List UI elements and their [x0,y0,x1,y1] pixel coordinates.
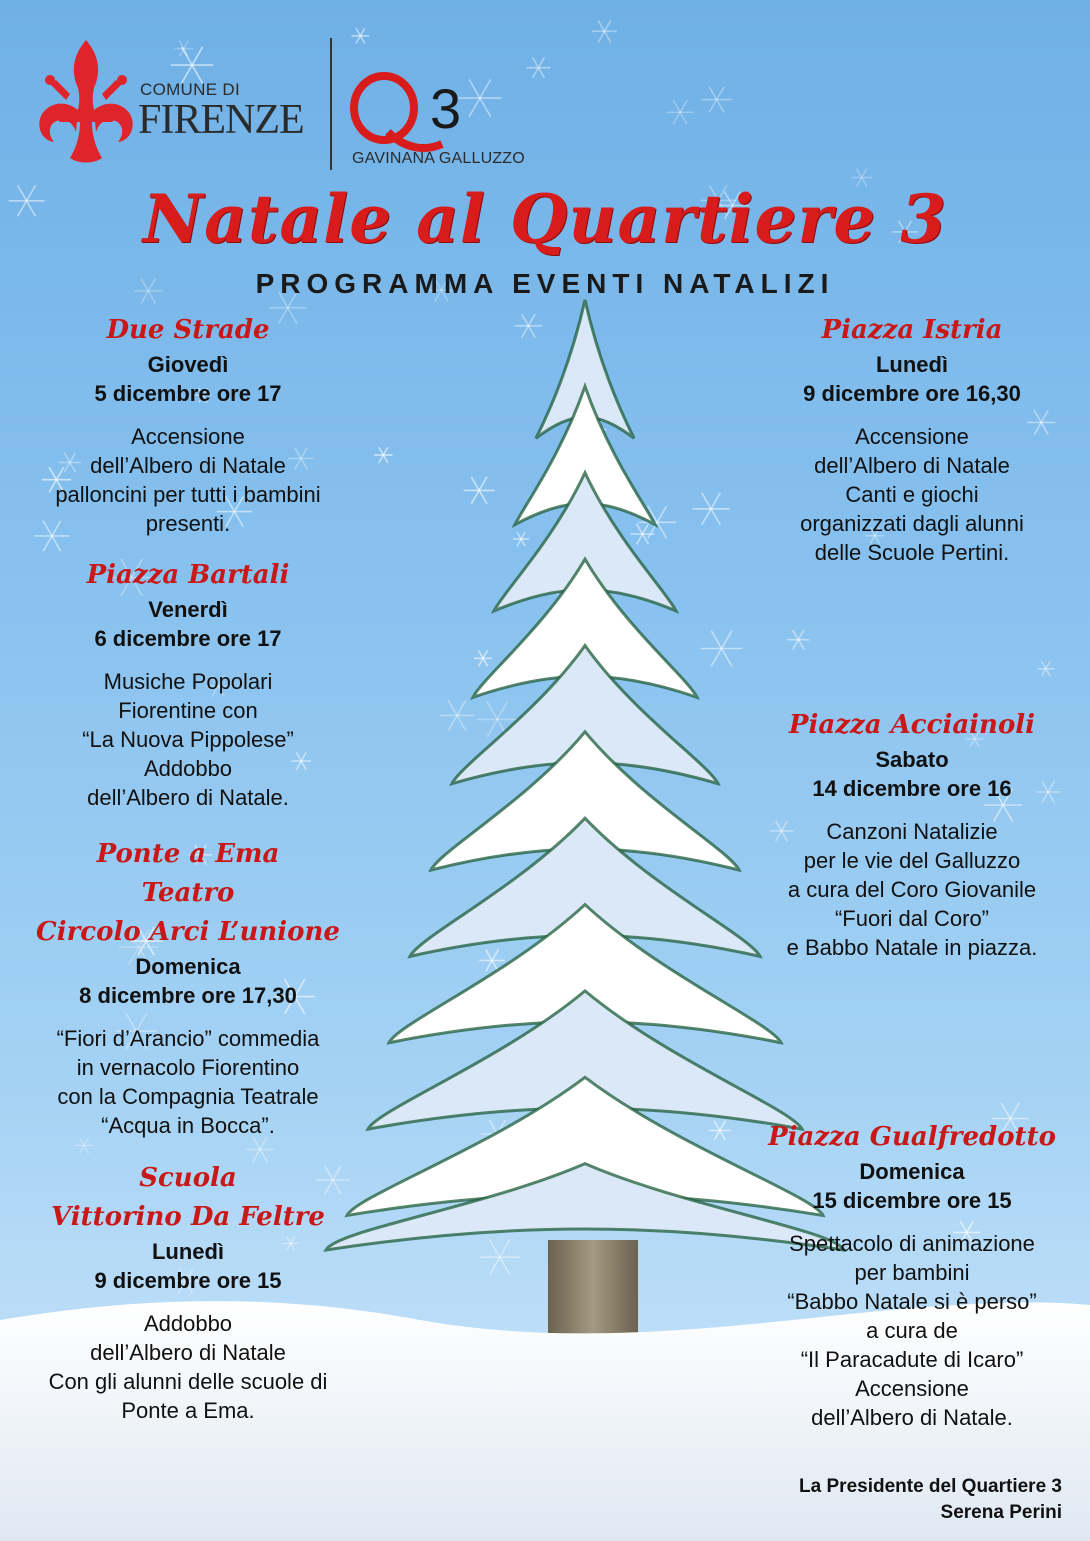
description-line: Fiorentine con [118,698,258,723]
description-line: Ponte a Ema. [121,1398,255,1423]
description-line: “Fuori dal Coro” [834,906,990,931]
event-date: 5 dicembre ore 17 [94,381,282,406]
description-line: Accensione [855,424,969,449]
description-line: Spettacolo di animazione [789,1231,1035,1256]
event-ponte-a-ema [18,835,358,1140]
description-line: “Babbo Natale si è perso” [787,1289,1037,1314]
event-date: 8 dicembre ore 17,30 [79,983,297,1008]
event-day: Lunedì [151,1239,225,1264]
event-day: Lunedì [875,352,949,377]
event-day: Venerdì [148,597,228,622]
description-line: Musiche Popolari [103,669,273,694]
event-piazza-gualfredotto [744,1118,1080,1432]
event-day: Domenica [859,1159,965,1184]
event-date: 14 dicembre ore 16 [812,776,1012,801]
snowflake-icon [701,631,742,667]
event-place: Teatro [141,878,235,908]
svg-text:3: 3 [430,77,462,140]
description-line: palloncini per tutti i bambini [55,482,321,507]
event-place: Circolo Arci L’unione [36,917,340,947]
snowflake-icon [374,447,392,463]
description-line: con la Compagnia Teatrale [57,1084,319,1109]
snowflake-icon [464,477,495,504]
event-piazza-acciainoli [752,706,1072,962]
event-date: 15 dicembre ore 15 [812,1188,1012,1213]
event-date: 9 dicembre ore 15 [94,1268,282,1293]
description-line: dell’Albero di Natale. [811,1405,1013,1430]
description-line: dell’Albero di Natale [90,453,286,478]
event-place: Piazza Bartali [86,560,290,590]
description-line: Addobbo [143,1311,233,1336]
event-description [752,422,1072,567]
description-line: Canzoni Natalizie [826,819,998,844]
fleur-de-lis-icon [36,40,136,168]
description-line: delle Scuole Pertini. [814,540,1010,565]
description-line: e Babbo Natale in piazza. [786,935,1038,960]
event-date: 9 dicembre ore 16,30 [803,381,1021,406]
event-place: Piazza Acciainoli [788,710,1036,740]
description-line: per bambini [854,1260,970,1285]
event-day: Sabato [875,747,949,772]
event-piazza-bartali [28,556,348,812]
q3-logo [344,60,484,160]
event-scuola-vittorino [18,1159,358,1425]
event-due-strade [28,311,348,538]
city-label: FIRENZE [138,97,304,143]
description-line: dell’Albero di Natale. [87,785,289,810]
snowflake-icon [709,1121,732,1141]
subtitle: PROGRAMMA EVENTI NATALIZI [255,268,835,299]
snowflake-icon [515,314,542,338]
event-description [28,422,348,538]
event-place: Due Strade [106,315,270,345]
description-line: Canti e giochi [845,482,979,507]
snowflake-icon [592,21,617,43]
signature-name: Serena Perini [940,1502,1062,1523]
description-line: dell’Albero di Natale [814,453,1010,478]
event-description [18,1024,358,1140]
event-date: 6 dicembre ore 17 [94,626,282,651]
snowflake-icon [440,700,475,730]
event-day: Domenica [135,954,241,979]
description-line: dell’Albero di Natale [90,1340,286,1365]
snowflake-icon [479,1240,520,1275]
event-place: Piazza Istria [821,315,1003,345]
snowflake-icon [513,532,529,546]
main-title: Natale al Quartiere 3 [142,180,948,258]
event-place: Scuola [139,1163,237,1193]
description-line: Accensione [855,1376,969,1401]
description-line: presenti. [145,511,231,536]
snowflake-icon [693,493,730,525]
event-piazza-istria [752,311,1072,567]
event-place: Vittorino Da Feltre [51,1202,325,1232]
district-label: GAVINANA GALLUZZO [352,150,525,167]
event-day: Giovedì [147,352,229,377]
description-line: Con gli alunni delle scuole di [48,1369,328,1394]
signature-block [799,1474,1062,1526]
snowflake-icon [474,650,492,666]
description-line: “La Nuova Pippolese” [82,727,294,752]
logo-divider [330,38,332,170]
description-line: per le vie del Galluzzo [803,848,1021,873]
event-place: Piazza Gualfredotto [768,1122,1056,1152]
description-line: “Acqua in Bocca”. [101,1113,275,1138]
snowflake-icon [787,630,810,649]
description-line: organizzati dagli alunni [800,511,1024,536]
description-line: in vernacolo Fiorentino [76,1055,300,1080]
description-line: Addobbo [143,756,233,781]
description-line: a cura del Coro Giovanile [787,877,1037,902]
description-line: a cura de [866,1318,958,1343]
logo-header [36,38,556,173]
event-description [28,667,348,812]
event-description [744,1229,1080,1432]
description-line: “Il Paracadute di Icaro” [800,1347,1024,1372]
snowflake-icon [1037,661,1054,676]
snowflake-icon [702,87,732,113]
snowflake-icon [667,100,694,124]
description-line: “Fiori d’Arancio” commedia [56,1026,320,1051]
event-description [752,817,1072,962]
description-line: Accensione [131,424,245,449]
signature-role: La Presidente del Quartiere 3 [799,1476,1062,1497]
event-place: Ponte a Ema [96,839,280,869]
comune-label: COMUNE DI [140,80,240,99]
event-description [18,1309,358,1425]
